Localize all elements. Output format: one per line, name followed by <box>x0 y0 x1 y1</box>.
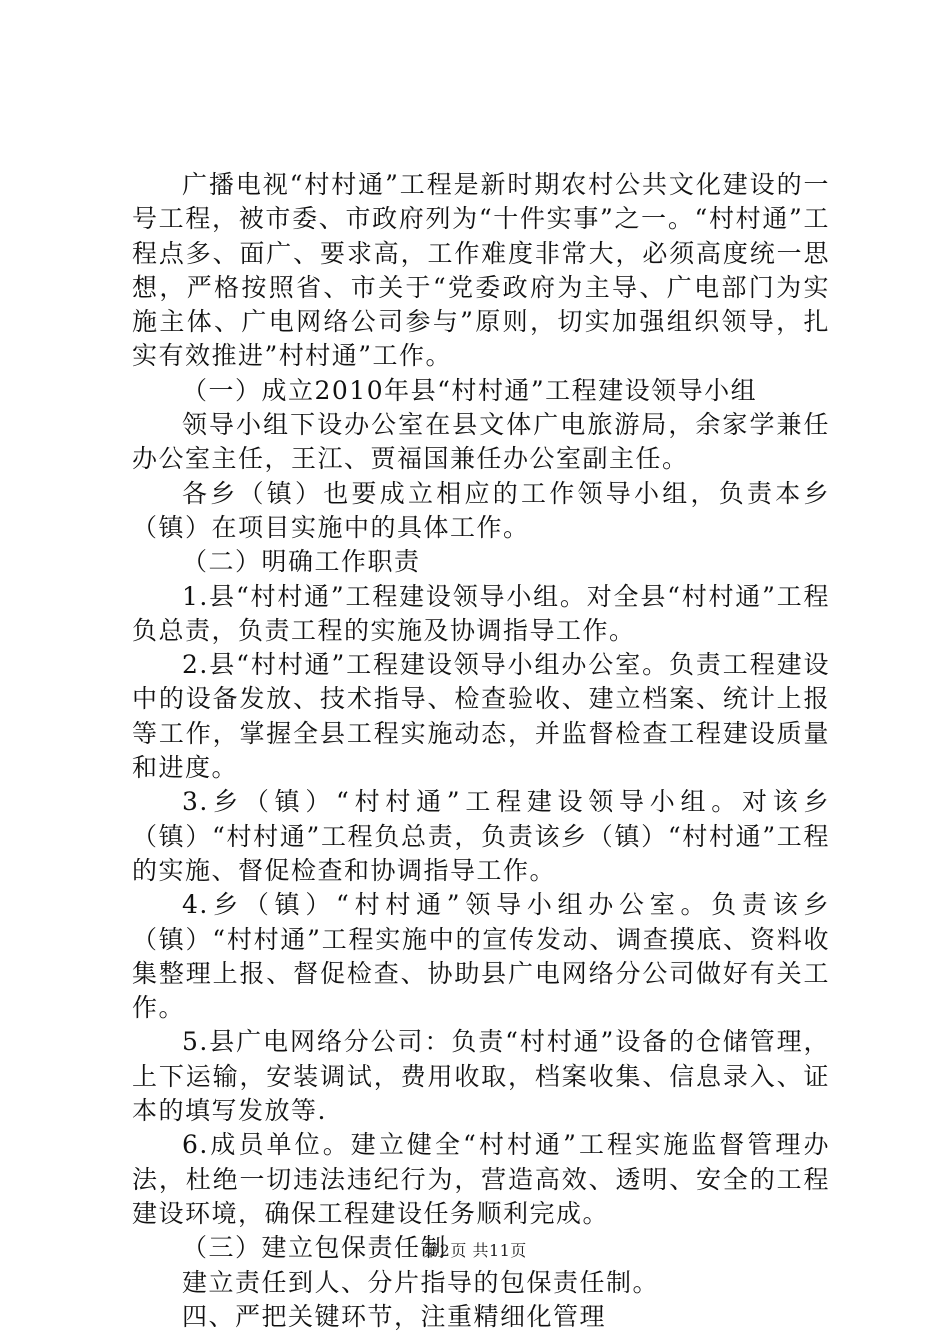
heading-section-2: （二）明确工作职责 <box>182 547 421 577</box>
duty-item-3: 3.乡（镇）“村村通”工程建设领导小组。对该乡（镇）“村村通”工程负总责，负责该乡（镇）“村村通”工程的实施、督促检查和协调指导工作。 <box>132 787 830 885</box>
duty-item-6: 6.成员单位。建立健全“村村通”工程实施监督管理办法，杜绝一切违法违纪行为，营造高效、透明、安全的工程建设环境，确保工程建设任务顺利完成。 <box>132 1130 830 1228</box>
paragraph-responsibility: 建立责任到人、分片指导的包保责任制。 <box>182 1267 660 1297</box>
duty-item-5: 5.县广电网络分公司：负责“村村通”设备的仓储管理，上下运输，安装调试，费用收取，档案收集、信息录入、证本的填写发放等. <box>132 1027 830 1126</box>
heading-section-4: 四、严把关键环节，注重精细化管理 <box>182 1301 607 1331</box>
duty-item-2: 2.县“村村通”工程建设领导小组办公室。负责工程建设中的设备发放、技术指导、检查验收、建立档案、统计上报等工作，掌握全县工程实施动态，并监督检查工程建设质量和进度。 <box>132 650 830 783</box>
paragraph-intro: 广播电视“村村通”工程是新时期农村公共文化建设的一号工程，被市委、市政府列为“十件实事”之一。“村村通”工程点多、面广、要求高，工作难度非常大，必须高度统一思想，严格按照省、市关于“党委政府为主导、广电部门为实施主体、广电网络公司参与”原则，切实加强组织领导，扎实有效推进”村村通”工作。 <box>132 170 830 371</box>
duty-item-4: 4.乡（镇）“村村通”领导小组办公室。负责该乡（镇）“村村通”工程实施中的宣传发动、调查摸底、资料收集整理上报、督促检查、协助县广电网络分公司做好有关工作。 <box>132 890 830 1023</box>
paragraph-townships: 各乡（镇）也要成立相应的工作领导小组，负责本乡（镇）在项目实施中的具体工作。 <box>132 478 830 542</box>
heading-section-3: （三）建立包保责任制 <box>182 1233 448 1263</box>
paragraph-office: 领导小组下设办公室在县文体广电旅游局，余家学兼任办公室主任，王江、贾福国兼任办公室副主任。 <box>132 410 830 474</box>
document-body <box>132 168 830 1334</box>
duty-item-1: 1.县“村村通”工程建设领导小组。对全县“村村通”工程负总责，负责工程的实施及协调指导工作。 <box>132 581 830 645</box>
heading-section-1: （一）成立2010年县“村村通”工程建设领导小组 <box>182 375 758 405</box>
page-number-footer: 第2页 共11页 <box>423 1241 527 1260</box>
